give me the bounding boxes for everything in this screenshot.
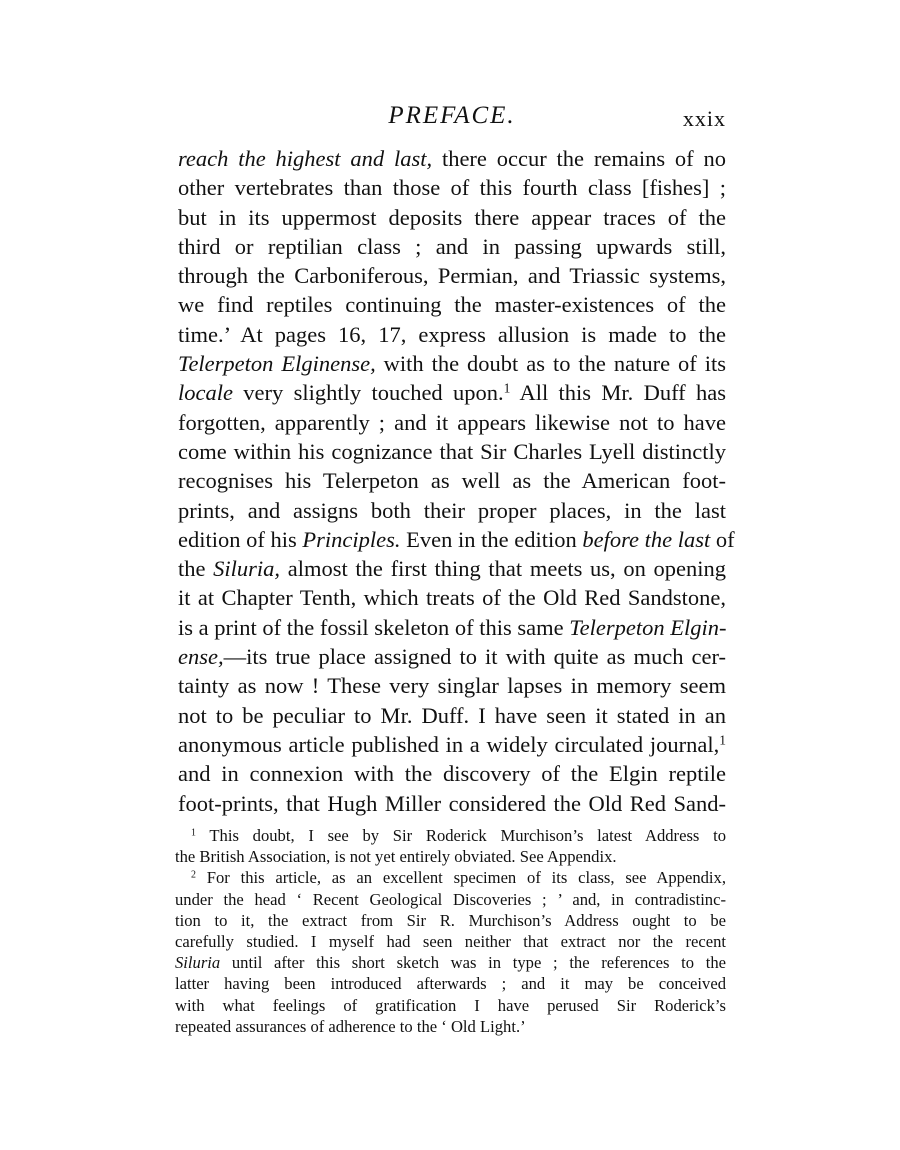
footnote-line: the British Association, is not yet entirely obviated. See Appendix.	[175, 847, 617, 867]
text-line: reach the highest and last, there occur the remains of no	[178, 146, 727, 171]
main-text	[178, 144, 735, 818]
text-line: is a print of the fossil skeleton of this same Telerpeton Elgin-	[178, 614, 727, 640]
italic-phrase: Telerpeton Elgin-	[569, 614, 727, 640]
page-header	[178, 100, 726, 140]
footnote-line: $^2$ For this article, as an excellent specimen of its class, see Appendix,	[191, 868, 726, 888]
text-line: come within his cognizance that Sir Charles Lyell distinctly	[178, 438, 726, 464]
footnote-marker: 1	[191, 827, 196, 839]
text-line: time.’ At pages 16, 17, express allusion is made to the	[178, 321, 726, 347]
page-number: xxix	[682, 106, 726, 131]
text-line: recognises his Telerpeton as well as the American foot-	[178, 468, 726, 494]
text-line: foot-prints, that Hugh Miller considered the Old Red Sand-	[178, 790, 726, 816]
italic-phrase: Siluria	[175, 953, 221, 973]
text-line: ense,—its true place assigned to it with quite as much cer-	[178, 644, 726, 670]
footnote-line: with what feelings of gratification I have perused Sir Roderick’s	[175, 995, 726, 1015]
text-line: the Siluria, almost the first thing that meets us, on opening	[178, 556, 726, 582]
text-line: third or reptilian class ; and in passing upwards still,	[178, 233, 726, 259]
footnote-line: repeated assurances of adherence to the ‘ Old Light.’	[175, 1016, 526, 1036]
italic-phrase: ense,	[178, 644, 224, 670]
running-title: PREFACE.	[388, 102, 516, 129]
footnote-line: Siluria until after this short sketch was in type ; the references to the	[175, 953, 726, 973]
footnote-line: carefully studied. I myself had seen neither that extract nor the recent	[175, 931, 726, 951]
text-line: other vertebrates than those of this fourth class [fishes] ;	[178, 175, 726, 201]
footnote-line: tion to it, the extract from Sir R. Murchison’s Address ought to be	[175, 910, 726, 930]
footnote-line: under the head ‘ Recent Geological Discoveries ; ’ and, in contradistinc-	[175, 889, 726, 909]
text-line: prints, and assigns both their proper places, in the last	[178, 497, 726, 523]
text-line: anonymous article published in a widely circulated journal,$^1$	[178, 731, 726, 757]
footnote-line: $^1$ This doubt, I see by Sir Roderick Murchison’s latest Address to	[191, 826, 726, 845]
footnote-marker: 2	[191, 869, 196, 881]
text-line: Telerpeton Elginense, with the doubt as to the nature of its	[178, 351, 726, 377]
text-line: it at Chapter Tenth, which treats of the Old Red Sandstone,	[178, 585, 726, 611]
text-line: locale very slightly touched upon.$^1$ All this Mr. Duff has	[178, 380, 726, 406]
text-line: forgotten, apparently ; and it appears likewise not to have	[178, 409, 726, 435]
text-line: not to be peculiar to Mr. Duff. I have seen it stated in an	[178, 702, 726, 728]
text-line: through the Carboniferous, Permian, and Triassic systems,	[178, 263, 726, 289]
italic-phrase: Principles.	[302, 526, 401, 552]
italic-phrase: before the last	[582, 526, 711, 552]
text-line: and in connexion with the discovery of the Elgin reptile	[178, 761, 726, 787]
italic-phrase: reach the highest and last,	[178, 146, 433, 171]
text-line: edition of his Principles. Even in the edition before the last of	[178, 526, 735, 552]
italic-phrase: Siluria,	[213, 556, 281, 582]
footnote-line: latter having been introduced afterwards ; and it may be conceived	[175, 974, 726, 994]
text-line: but in its uppermost deposits there appear traces of the	[178, 204, 726, 230]
italic-phrase: Telerpeton Elginense,	[178, 351, 376, 377]
footnote-ref: 1	[503, 380, 511, 396]
footnotes	[175, 825, 726, 1037]
footnote-ref: 1	[719, 732, 726, 748]
italic-phrase: locale	[178, 380, 233, 406]
text-line: tainty as now ! These very singlar lapses in memory seem	[178, 673, 726, 699]
text-line: we find reptiles continuing the master-existences of the	[178, 292, 726, 318]
